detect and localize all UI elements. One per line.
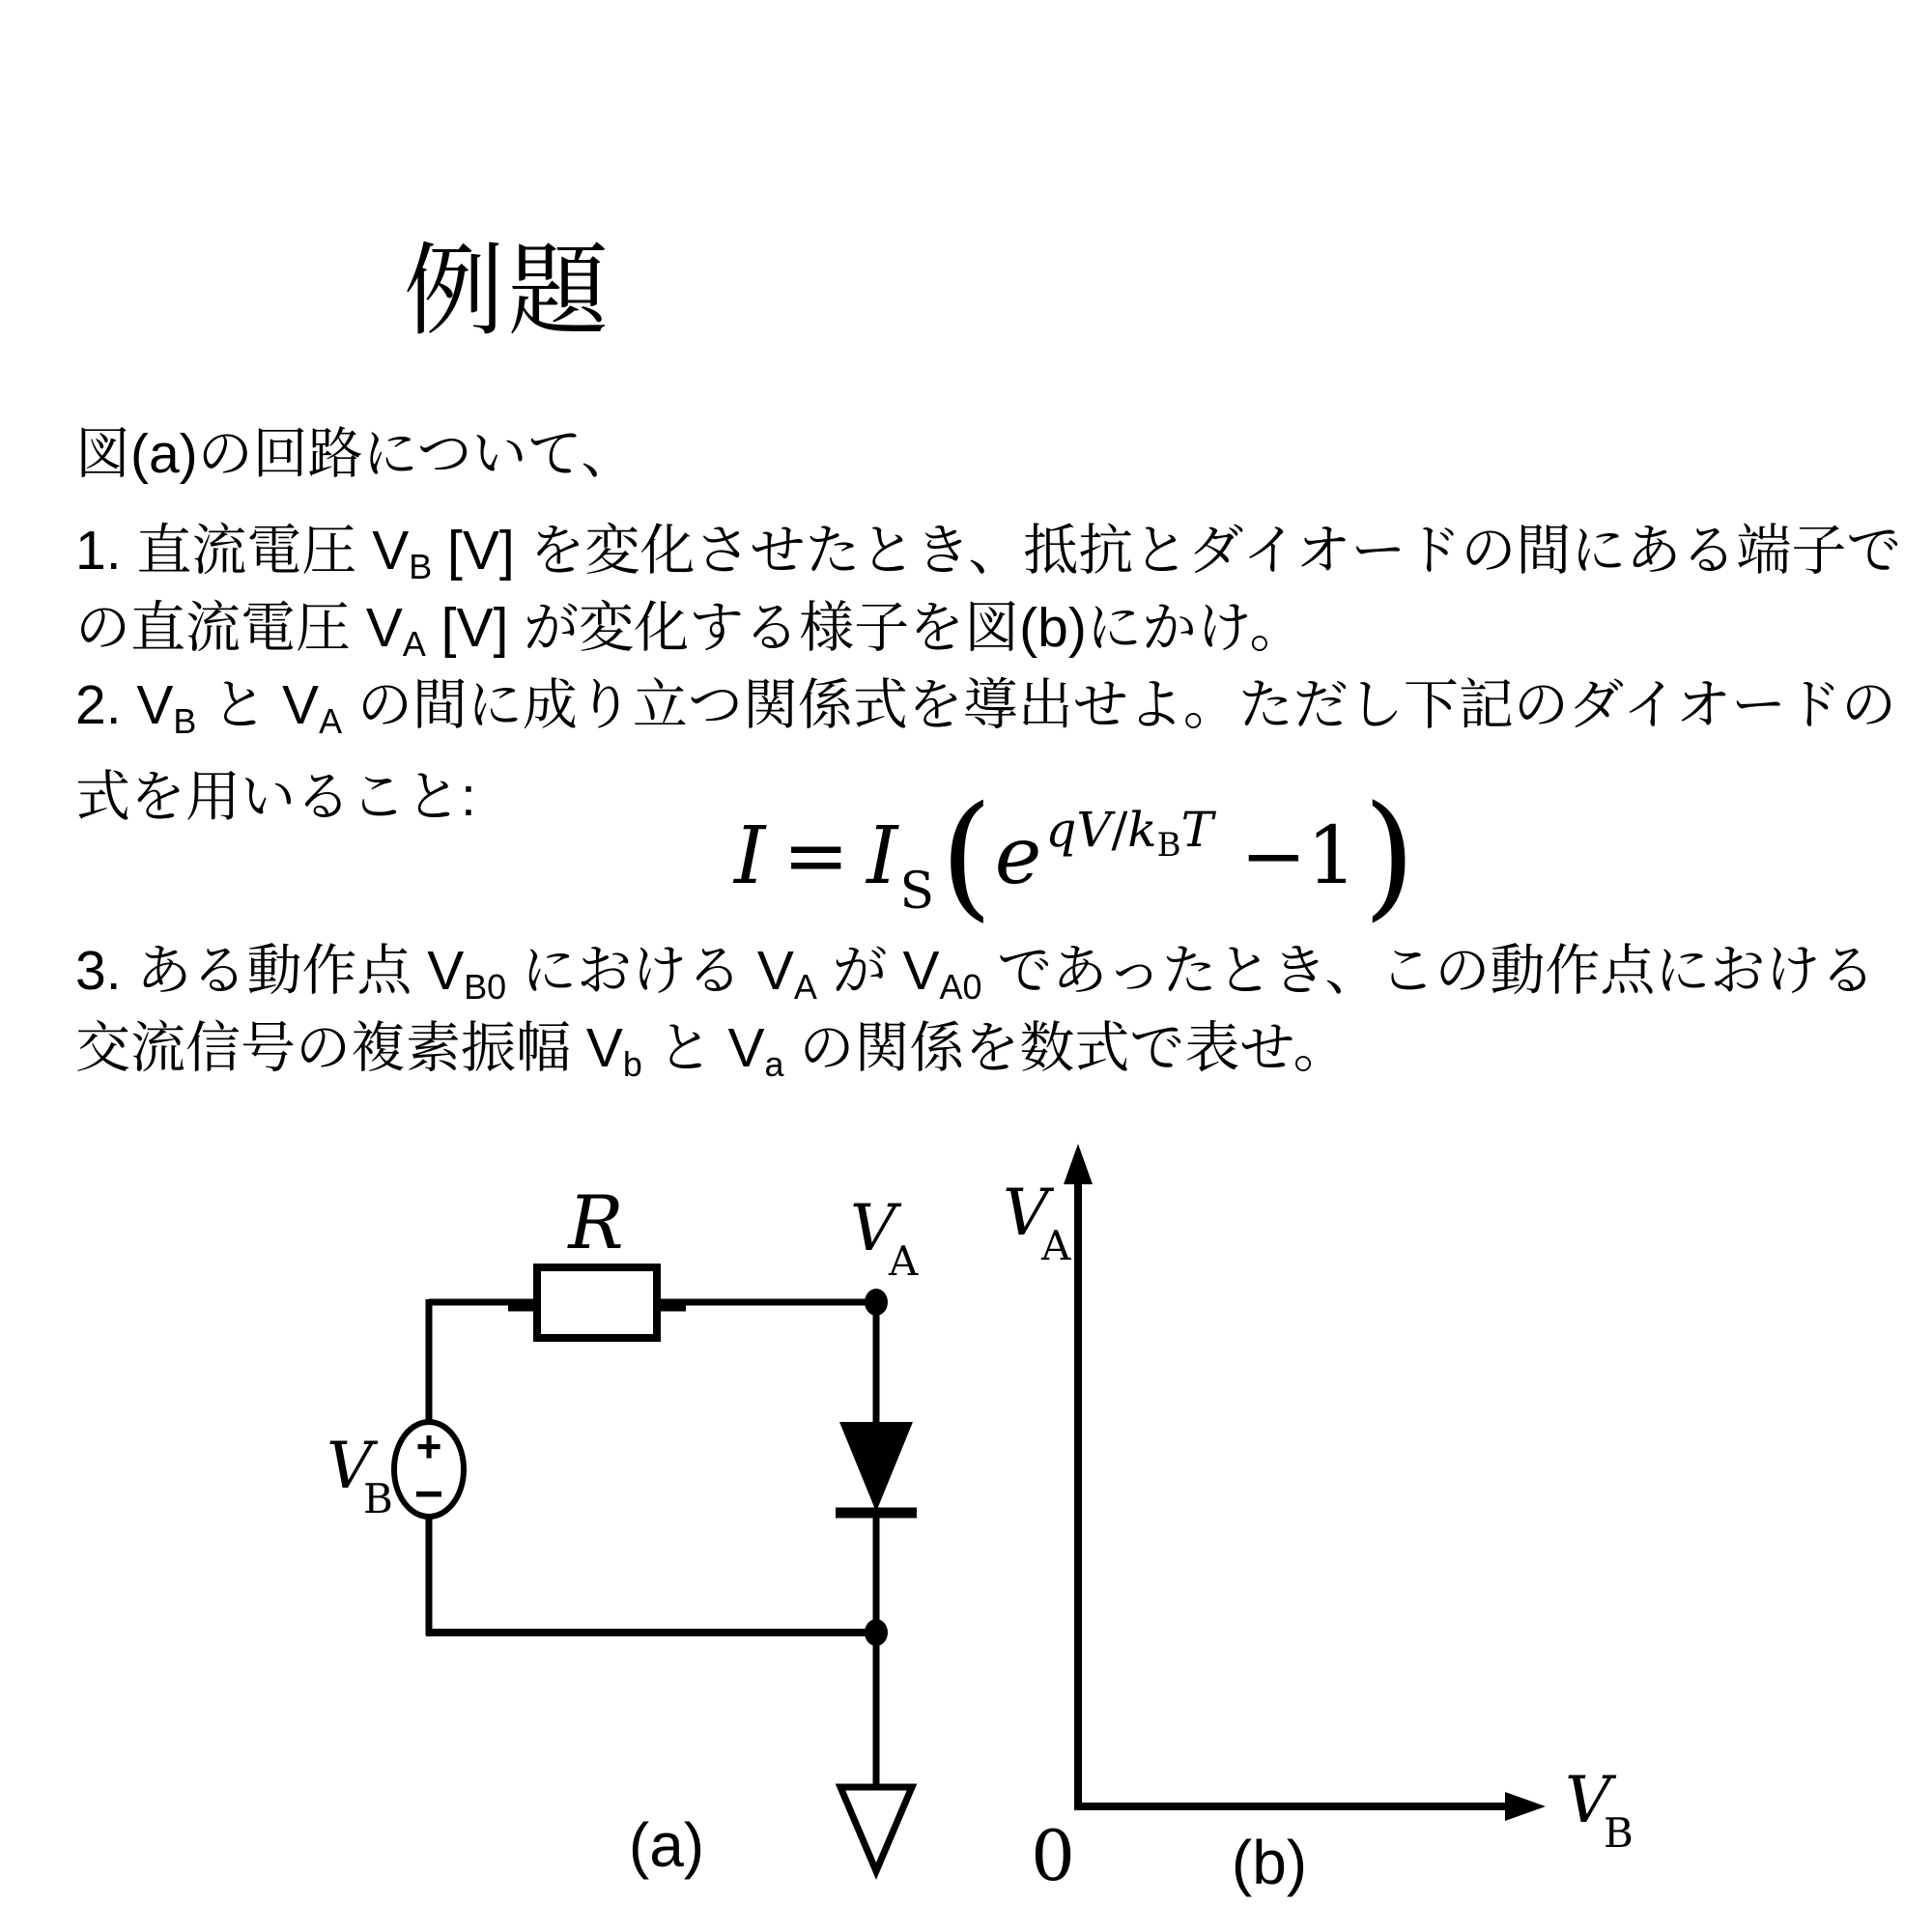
minus-one: −1 (1239, 810, 1357, 902)
text-segment: であったとき、この動作点における (981, 940, 1876, 1002)
problem-item2-line2 (75, 761, 476, 833)
text-subscript: A (793, 967, 817, 1008)
diode-symbol (839, 1422, 913, 1512)
exponent-T: T (1180, 802, 1213, 858)
text-subscript: A0 (939, 967, 982, 1008)
vb-source-label: V (327, 1429, 373, 1503)
va-vb-graph (966, 1111, 1787, 1932)
ground-symbol (840, 1787, 912, 1871)
text-segment: 図(a)の回路について、 (75, 423, 637, 485)
text-segment: [V] を変化させたとき、抵抗とダイオードの間にある端子で (432, 520, 1902, 582)
va-node-label-subscript: A (889, 1237, 919, 1285)
text-segment: が V (816, 940, 940, 1002)
node-dot-va (865, 1289, 888, 1316)
text-segment: の間に成り立つ関係式を導出せよ。ただし下記のダイオードの (342, 674, 1896, 736)
source-plus-symbol: + (415, 1421, 442, 1471)
y-axis-label: V (1003, 1176, 1049, 1250)
exponent-k-subscript: B (1156, 826, 1181, 865)
vb-source-label-subscript: B (363, 1475, 393, 1522)
page-title: 例題 (404, 236, 613, 348)
close-paren: ) (1362, 777, 1416, 935)
origin-label: 0 (1031, 1815, 1075, 1896)
va-node-label: V (850, 1191, 896, 1265)
problem-item2-line1 (75, 669, 1896, 741)
euler-e: e (994, 810, 1042, 902)
text-subscript: B (173, 701, 197, 742)
problem-item1-line2 (75, 592, 1305, 664)
text-segment: と V (641, 1017, 765, 1079)
text-subscript: b (622, 1044, 642, 1085)
saturation-current-subscript: S (899, 863, 935, 921)
text-segment: の直流電圧 V (75, 597, 403, 659)
resistor-body (537, 1267, 657, 1338)
exponent-slash: / (1111, 802, 1128, 858)
text-segment: 交流信号の複素振幅 V (75, 1017, 623, 1079)
text-segment: の関係を数式で表せ。 (783, 1017, 1349, 1079)
x-axis-arrowhead (1505, 1792, 1546, 1821)
y-axis-label-subscript: A (1041, 1222, 1071, 1269)
graph-caption: (b) (1231, 1828, 1308, 1897)
exponent-qV: qV (1045, 802, 1112, 858)
equals-sign: = (782, 810, 850, 902)
saturation-current-symbol: I (867, 810, 898, 902)
problem-item3-line1 (75, 935, 1875, 1007)
text-subscript: A (319, 701, 343, 742)
node-dot-bottom (865, 1619, 888, 1646)
open-paren: ( (940, 777, 993, 935)
text-subscript: a (764, 1044, 784, 1085)
equation-current-symbol: I (734, 810, 766, 902)
text-segment: における V (506, 940, 794, 1002)
exponent (1045, 802, 1213, 865)
source-minus-symbol: − (413, 1466, 444, 1522)
y-axis-arrowhead (1064, 1144, 1093, 1184)
text-segment: 3. ある動作点 V (75, 940, 465, 1002)
x-axis-label: V (1565, 1763, 1611, 1837)
text-segment: 2. V (75, 674, 174, 736)
x-axis-label-subscript: B (1604, 1809, 1634, 1857)
circuit-caption: (a) (628, 1810, 705, 1880)
text-segment: [V] が変化する様子を図(b)にかけ。 (425, 597, 1305, 659)
text-segment: 1. 直流電圧 V (75, 520, 410, 582)
text-segment: と V (196, 674, 320, 736)
problem-intro-line (75, 418, 636, 490)
circuit-diagram (242, 1140, 1014, 1932)
problem-item1-line1 (75, 515, 1901, 586)
text-subscript: B0 (464, 967, 507, 1008)
problem-item3-line2 (75, 1012, 1349, 1084)
text-subscript: B (409, 547, 433, 587)
text-segment: 式を用いること: (75, 766, 476, 828)
exponent-k: k (1127, 802, 1157, 858)
resistor-label: R (568, 1179, 624, 1265)
diode-equation (734, 777, 1416, 935)
text-subscript: A (402, 624, 426, 665)
